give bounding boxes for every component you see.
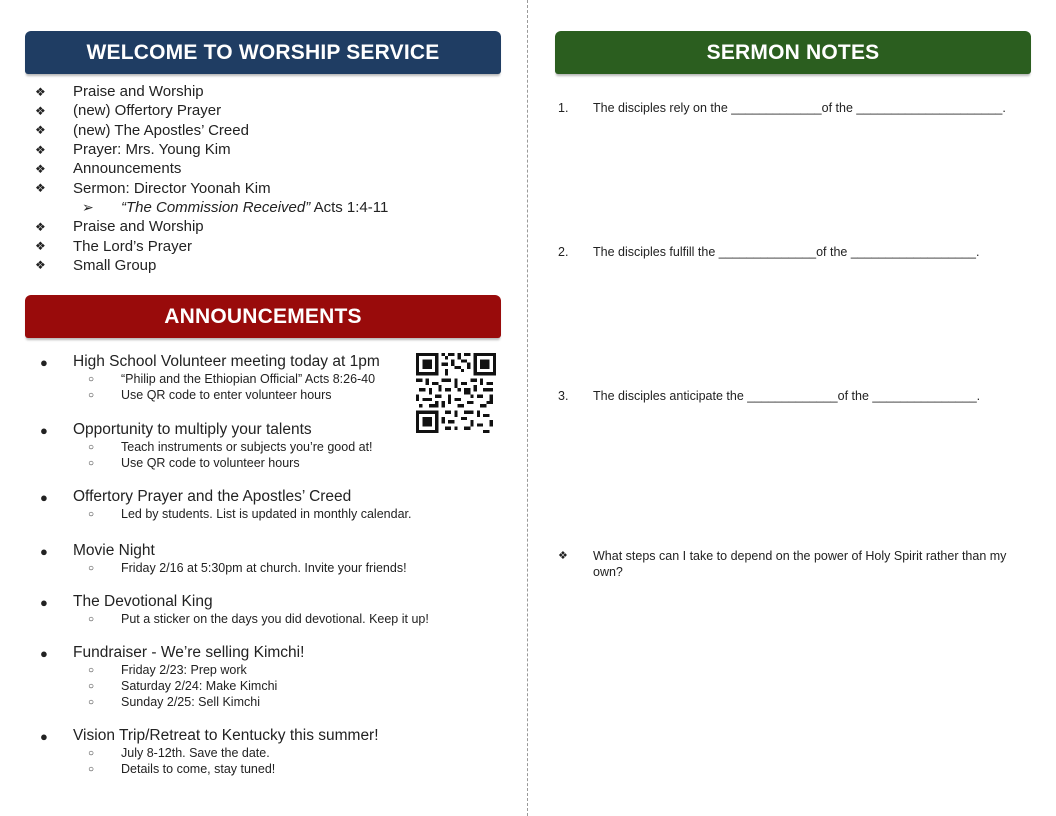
filled-circle-bullet-icon: ●: [40, 594, 48, 610]
announcement-detail: Sunday 2/25: Sell Kimchi: [121, 695, 260, 709]
hollow-circle-bullet-icon: ○: [88, 562, 95, 574]
announcement-title: Fundraiser - We’re selling Kimchi!: [73, 644, 305, 661]
sermon-notes-title: SERMON NOTES: [706, 40, 880, 64]
diamond-bullet-icon: ❖: [558, 550, 568, 562]
sermon-title: “The Commission Received”: [121, 198, 311, 216]
note-text: The disciples rely on the _____________of the _____________________.: [593, 101, 1006, 115]
announcement-detail: Friday 2/23: Prep work: [121, 663, 247, 677]
announcement-title: Movie Night: [73, 542, 155, 559]
hollow-circle-bullet-icon: ○: [88, 747, 95, 759]
hollow-circle-bullet-icon: ○: [88, 373, 95, 385]
announcement-detail: July 8-12th. Save the date.: [121, 746, 270, 760]
note-number: 2.: [558, 245, 569, 259]
reflection-question: [558, 548, 1038, 580]
hollow-circle-bullet-icon: ○: [88, 441, 95, 453]
hollow-circle-bullet-icon: ○: [88, 664, 95, 676]
announcement-detail: “Philip and the Ethiopian Official” Acts 8:26-40: [121, 372, 376, 386]
announcement-item: [38, 644, 304, 710]
announcement-detail: Saturday 2/24: Make Kimchi: [121, 679, 278, 693]
reflection-question-text: What steps can I take to depend on the power of Holy Spirit rather than my own?: [593, 549, 1007, 579]
service-item: [34, 236, 388, 255]
announcement-item: [38, 542, 407, 576]
filled-circle-bullet-icon: ●: [40, 354, 48, 370]
hollow-circle-bullet-icon: ○: [88, 680, 95, 692]
sermon-reference: Acts 1:4-11: [310, 198, 389, 216]
note-item: [558, 245, 979, 259]
note-text: The disciples fulfill the ______________of the __________________.: [593, 245, 980, 259]
announcement-detail: Friday 2/16 at 5:30pm at church. Invite your friends!: [121, 561, 407, 575]
service-item: [34, 217, 388, 236]
announcement-detail: Led by students. List is updated in monthly calendar.: [121, 507, 412, 521]
service-item: [34, 178, 388, 197]
fold-divider: [527, 0, 528, 816]
note-item: [558, 389, 980, 403]
note-number: 3.: [558, 389, 569, 403]
announcement-item: [38, 353, 380, 403]
hollow-circle-bullet-icon: ○: [88, 508, 95, 520]
service-item: [34, 140, 388, 159]
diamond-bullet-icon: ❖: [35, 161, 46, 176]
diamond-bullet-icon: ❖: [35, 239, 46, 254]
diamond-bullet-icon: ❖: [35, 219, 46, 234]
hollow-circle-bullet-icon: ○: [88, 613, 95, 625]
announcement-title: High School Volunteer meeting today at 1pm: [73, 353, 380, 370]
welcome-banner: [25, 31, 501, 74]
note-text: The disciples anticipate the _____________of the _______________.: [593, 389, 981, 403]
sermon-notes-banner: [555, 31, 1031, 74]
diamond-bullet-icon: ❖: [35, 181, 46, 196]
order-of-service: [34, 82, 388, 275]
welcome-title: WELCOME TO WORSHIP SERVICE: [86, 40, 440, 64]
announcement-detail: Details to come, stay tuned!: [121, 762, 276, 776]
service-item: [34, 159, 388, 178]
announcement-item: [38, 593, 429, 627]
filled-circle-bullet-icon: ●: [40, 728, 48, 744]
diamond-bullet-icon: ❖: [35, 123, 46, 138]
service-item-label: Announcements: [73, 160, 182, 178]
service-item-label: Sermon: Director Yoonah Kim: [73, 179, 271, 197]
announcement-title: The Devotional King: [73, 593, 213, 610]
announcement-item: [38, 727, 379, 777]
arrow-bullet-icon: ➢: [82, 198, 94, 215]
service-item: [34, 121, 388, 140]
announcement-detail: Use QR code to enter volunteer hours: [121, 388, 332, 402]
announcement-title: Offertory Prayer and the Apostles’ Creed: [73, 488, 352, 505]
hollow-circle-bullet-icon: ○: [88, 696, 95, 708]
diamond-bullet-icon: ❖: [35, 142, 46, 157]
diamond-bullet-icon: ❖: [35, 258, 46, 273]
hollow-circle-bullet-icon: ○: [88, 763, 95, 775]
filled-circle-bullet-icon: ●: [40, 489, 48, 505]
announcement-item: [38, 488, 411, 522]
service-item: [34, 256, 388, 275]
service-item-label: (new) The Apostles’ Creed: [73, 121, 249, 139]
service-item-label: (new) Offertory Prayer: [73, 102, 222, 120]
service-item-label: The Lord’s Prayer: [73, 237, 192, 255]
diamond-bullet-icon: ❖: [35, 103, 46, 118]
qr-code-icon[interactable]: [416, 353, 496, 433]
announcements-banner: [25, 295, 501, 338]
filled-circle-bullet-icon: ●: [40, 645, 48, 661]
service-item-label: Praise and Worship: [73, 83, 204, 101]
announcements-title: ANNOUNCEMENTS: [164, 304, 362, 328]
hollow-circle-bullet-icon: ○: [88, 389, 95, 401]
filled-circle-bullet-icon: ●: [40, 422, 48, 438]
announcement-detail: Put a sticker on the days you did devotional. Keep it up!: [121, 612, 429, 626]
hollow-circle-bullet-icon: ○: [88, 457, 95, 469]
service-item: [34, 101, 388, 120]
service-item-label: Small Group: [73, 256, 157, 274]
note-number: 1.: [558, 101, 569, 115]
sermon-detail: [34, 198, 388, 217]
announcement-detail: Use QR code to volunteer hours: [121, 456, 300, 470]
diamond-bullet-icon: ❖: [35, 84, 46, 99]
announcement-item: [38, 421, 373, 471]
note-item: [558, 101, 1006, 115]
service-item-label: Prayer: Mrs. Young Kim: [73, 141, 231, 159]
service-item-label: Praise and Worship: [73, 218, 204, 236]
filled-circle-bullet-icon: ●: [40, 543, 48, 559]
announcement-title: Opportunity to multiply your talents: [73, 421, 312, 438]
service-item: [34, 82, 388, 101]
announcement-detail: Teach instruments or subjects you’re good at!: [121, 440, 373, 454]
announcement-title: Vision Trip/Retreat to Kentucky this summer!: [73, 727, 379, 744]
